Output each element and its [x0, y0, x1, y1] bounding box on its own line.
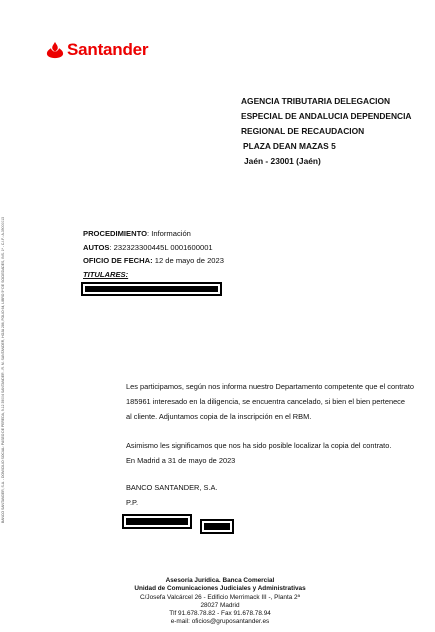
case-details — [83, 227, 224, 281]
footer-department: Asesoría Jurídica. Banca Comercial — [165, 577, 275, 584]
body-line: al cliente. Adjuntamos copia de la inscripción en el RBM. — [126, 412, 312, 421]
footer-contact — [100, 577, 340, 627]
footer-city: 28027 Madrid — [200, 601, 240, 609]
santander-logo — [46, 40, 148, 60]
letter-body — [126, 379, 430, 510]
legal-side-text: BANCO SANTANDER, S.A. - DOMICILIO SOCIAL: PASEO DE PEREDA, 9-12 39004 SANTANDER - R. M. SANTANDER, HOJA 286, FOLIO 64, LIBRO 5º DE SOCIEDADES, INS. 1ª - C.I.F.: A-39000013 — [1, 217, 5, 523]
brand-name: Santander — [67, 40, 149, 59]
procedimiento-value: : Información — [147, 229, 191, 238]
autos-row — [83, 241, 224, 255]
autos-label: AUTOS — [83, 242, 110, 252]
place-date: En Madrid a 31 de mayo de 2023 — [126, 456, 236, 465]
oficio-label: OFICIO DE FECHA: — [83, 256, 153, 265]
flame-icon — [46, 41, 64, 59]
body-paragraph: Asimismo les significamos que nos ha sido posible localizar la copia del contrato. — [126, 441, 392, 450]
recipient-line: Jaén - 23001 (Jaén) — [244, 156, 321, 166]
footer-unit: Unidad de Comunicaciones Judiciales y Administrativas — [134, 585, 306, 593]
recipient-address — [241, 94, 411, 169]
footer-email: e-mail: oficios@gruposantander.es — [170, 618, 270, 626]
autos-value: : 232323300445L 0001600001 — [109, 242, 213, 252]
recipient-line: AGENCIA TRIBUTARIA DELEGACION — [241, 96, 391, 106]
signer-name: BANCO SANTANDER, S.A. — [126, 483, 218, 492]
procedimiento-row — [83, 227, 224, 241]
body-line: 185961 interesado en la diligencia, se encuentra cancelado, si bien el bien pertenece — [126, 397, 405, 406]
body-line: Les participamos, según nos informa nuestro Departamento competente que el contrato — [126, 382, 414, 391]
redacted-titular — [81, 282, 222, 296]
footer-address: C/Josefa Valcárcel 26 - Edificio Merrimack III -, Planta 2ª — [140, 593, 300, 601]
oficio-value: 12 de mayo de 2023 — [152, 256, 224, 265]
titulares-label: TITULARES: — [83, 269, 129, 279]
titulares-row — [83, 268, 224, 282]
oficio-row — [83, 254, 224, 268]
recipient-line: REGIONAL DE RECAUDACION — [241, 126, 365, 136]
per-procuration: P.P. — [126, 498, 139, 507]
recipient-line: ESPECIAL DE ANDALUCIA DEPENDENCIA — [241, 111, 412, 121]
footer-phone: Tlf 91.678.78.82 - Fax 91.678.78.94 — [169, 610, 271, 618]
recipient-line: PLAZA DEAN MAZAS 5 — [243, 141, 336, 151]
procedimiento-label: PROCEDIMIENTO — [83, 229, 147, 238]
redacted-signature — [122, 514, 192, 529]
redacted-signature-2 — [200, 519, 234, 534]
